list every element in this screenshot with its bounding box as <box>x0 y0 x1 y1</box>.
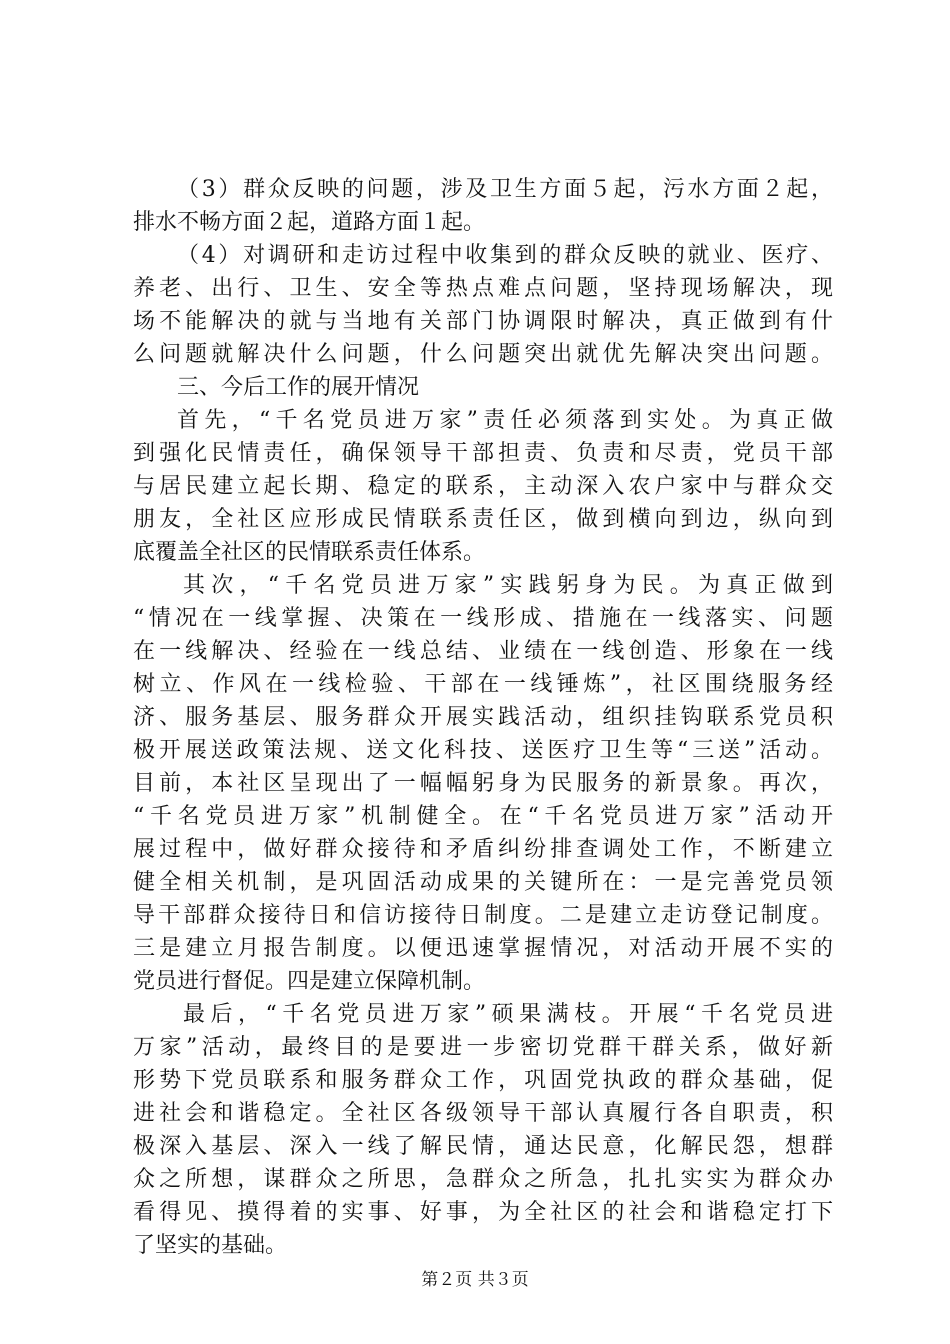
text-line: 朋友，全社区应形成民情联系责任区，做到横向到边，纵向到 <box>133 507 833 532</box>
text-line: 养老、出行、卫生、安全等热点难点问题，坚持现场解决，现 <box>133 276 833 301</box>
text-line: 导干部群众接待日和信访接待日制度。二是建立走访登记制度。 <box>133 903 833 928</box>
text-line: （3）群众反映的问题，涉及卫生方面５起，污水方面２起， <box>177 177 833 202</box>
text-line: 进社会和谐稳定。全社区各级领导干部认真履行各自职责，积 <box>133 1101 833 1126</box>
text-line: “千名党员进万家”机制健全。在“千名党员进万家”活动开 <box>133 804 833 829</box>
page-number-footer: 第２页 共３页 <box>421 1270 529 1290</box>
text-line: 看得见、摸得着的实事、好事，为全社区的社会和谐稳定打下 <box>133 1200 833 1225</box>
text-line: 首先，“千名党员进万家”责任必须落到实处。为真正做 <box>177 408 833 433</box>
text-line: 排水不畅方面２起，道路方面１起。 <box>133 210 486 235</box>
text-line: （4）对调研和走访过程中收集到的群众反映的就业、医疗、 <box>177 243 833 268</box>
section-heading: 三、今后工作的展开情况 <box>177 375 420 400</box>
text-line: 极开展送政策法规、送文化科技、送医疗卫生等“三送”活动。 <box>133 738 833 763</box>
text-line: 最后，“千名党员进万家”硕果满枝。开展“千名党员进 <box>183 1002 833 1027</box>
text-line: 与居民建立起长期、稳定的联系，主动深入农户家中与群众交 <box>133 474 833 499</box>
text-line: 万家”活动，最终目的是要进一步密切党群干群关系，做好新 <box>133 1035 833 1060</box>
text-line: 其次，“千名党员进万家”实践躬身为民。为真正做到 <box>183 573 833 598</box>
text-line: 了坚实的基础。 <box>133 1233 288 1258</box>
text-line: 么问题就解决什么问题，什么问题突出就优先解决突出问题。 <box>133 342 833 367</box>
text-line: 底覆盖全社区的民情联系责任体系。 <box>133 540 486 565</box>
text-line: 树立、作风在一线检验、干部在一线锤炼”，社区围绕服务经 <box>133 672 833 697</box>
text-line: “情况在一线掌握、决策在一线形成、措施在一线落实、问题 <box>133 606 833 631</box>
text-line: 三是建立月报告制度。以便迅速掌握情况，对活动开展不实的 <box>133 936 833 961</box>
text-line: 目前，本社区呈现出了一幅幅躬身为民服务的新景象。再次， <box>133 771 833 796</box>
text-line: 健全相关机制，是巩固活动成果的关键所在：一是完善党员领 <box>133 870 833 895</box>
text-line: 济、服务基层、服务群众开展实践活动，组织挂钩联系党员积 <box>133 705 833 730</box>
text-line: 众之所想，谋群众之所思，急群众之所急，扎扎实实为群众办 <box>133 1167 833 1192</box>
text-line: 展过程中，做好群众接待和矛盾纠纷排查调处工作，不断建立 <box>133 837 833 862</box>
text-line: 党员进行督促。四是建立保障机制。 <box>133 969 486 994</box>
text-line: 场不能解决的就与当地有关部门协调限时解决，真正做到有什 <box>133 309 833 334</box>
text-line: 形势下党员联系和服务群众工作，巩固党执政的群众基础，促 <box>133 1068 833 1093</box>
text-line: 极深入基层、深入一线了解民情，通达民意，化解民怨，想群 <box>133 1134 833 1159</box>
text-line: 在一线解决、经验在一线总结、业绩在一线创造、形象在一线 <box>133 639 833 664</box>
text-line: 到强化民情责任，确保领导干部担责、负责和尽责，党员干部 <box>133 441 833 466</box>
